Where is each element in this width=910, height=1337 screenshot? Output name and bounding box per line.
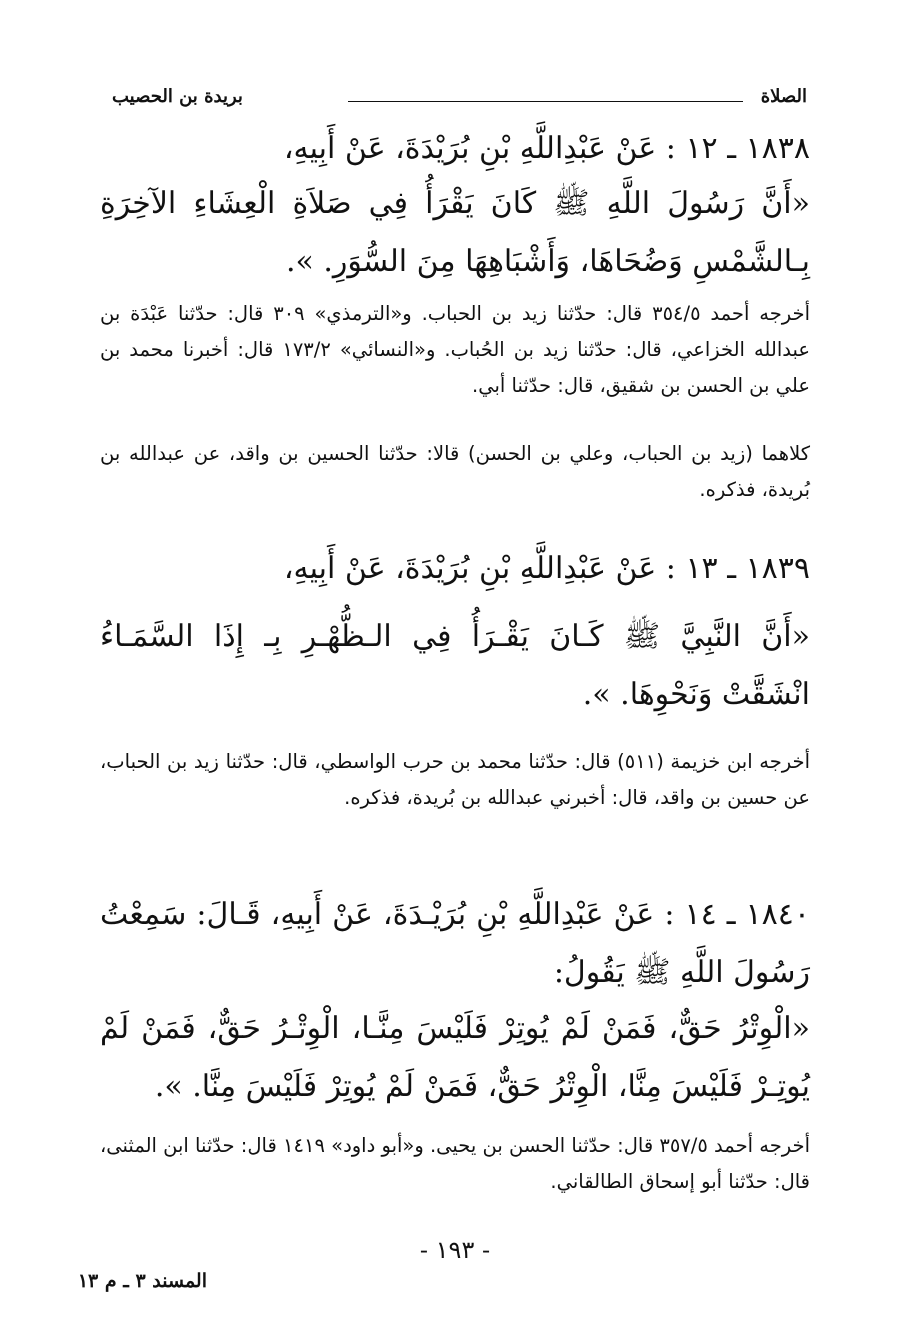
hadith-1838-chain: ١٨٣٨ ـ ١٢ : عَنْ عَبْدِاللَّهِ بْنِ بُرَيْدَةَ، عَنْ أَبِيهِ،	[283, 131, 810, 166]
header-section-title: بريدة بن الحصيب	[112, 86, 243, 107]
hadith-1839-chain: ١٨٣٩ ـ ١٣ : عَنْ عَبْدِاللَّهِ بْنِ بُرَيْدَةَ، عَنْ أَبِيهِ،	[283, 551, 810, 586]
hadith-1840-text: «الْوِتْرُ حَقٌّ، فَمَنْ لَمْ يُوتِرْ فَلَيْسَ مِنَّـا، الْوِتْـرُ حَقٌّ، فَمَنْ لَمْ يُوتِـرْ فَلَيْسَ مِنَّا، الْوِتْرُ حَقٌّ، فَمَنْ لَمْ يُوتِرْ فَلَيْسَ مِنَّا. ».	[100, 1011, 810, 1104]
header-chapter-title: الصلاة	[760, 86, 807, 107]
hadith-1840-chain: ١٨٤٠ ـ ١٤ : عَنْ عَبْدِاللَّهِ بْنِ بُرَيْـدَةَ، عَنْ أَبِيهِ، قَـالَ: سَمِعْتُ رَسُولَ اللَّهِ ﷺ يَقُولُ:	[100, 897, 810, 990]
hadith-1839-takhrij: أخرجه ابن خزيمة (٥١١) قال: حدّثنا محمد بن حرب الواسطي، قال: حدّثنا زيد بن الحباب، عن حسين بن واقد، قال: أخبرني عبدالله بن بُريدة، فذكره.	[100, 750, 810, 809]
header-rule	[348, 101, 743, 102]
hadith-1838-text: «أَنَّ رَسُولَ اللَّهِ ﷺ كَانَ يَقْرَأُ فِي صَلاَةِ الْعِشَاءِ الآخِرَةِ بِـالشَّمْسِ وَضُحَاهَا، وَأَشْبَاهِهَا مِنَ السُّوَرِ. ».	[100, 186, 810, 279]
volume-signature: المسند ٣ ـ م ١٣	[77, 1270, 207, 1292]
hadith-1838-takhrij-note: كلاهما (زيد بن الحباب، وعلي بن الحسن) قالا: حدّثنا الحسين بن واقد، عن عبدالله بن بُريدة، فذكره.	[100, 442, 810, 501]
hadith-1840-takhrij: أخرجه أحمد ٣٥٧/٥ قال: حدّثنا الحسن بن يحيى. و«أبو داود» ١٤١٩ قال: حدّثنا ابن المثنى، قال: حدّثنا أبو إسحاق الطالقاني.	[100, 1134, 810, 1193]
hadith-1838-takhrij: أخرجه أحمد ٣٥٤/٥ قال: حدّثنا زيد بن الحباب. و«الترمذي» ٣٠٩ قال: حدّثنا عَبْدَة بن عبدالله الخزاعي، قال: حدّثنا زيد بن الحُباب. و«النسائي» ١٧٣/٢ قال: أخبرنا محمد بن علي بن الحسن بن شقيق، قال: حدّثنا أبي.	[100, 302, 810, 397]
page-number: - ١٩٣ -	[419, 1236, 491, 1264]
running-header	[112, 86, 807, 112]
hadith-1839-text: «أَنَّ النَّبِيَّ ﷺ كَـانَ يَقْـرَأُ فِي الـظُّهْـرِ بِـ إِذَا السَّمَـاءُ انْشَقَّتْ وَنَحْوِهَا. ».	[100, 619, 810, 712]
